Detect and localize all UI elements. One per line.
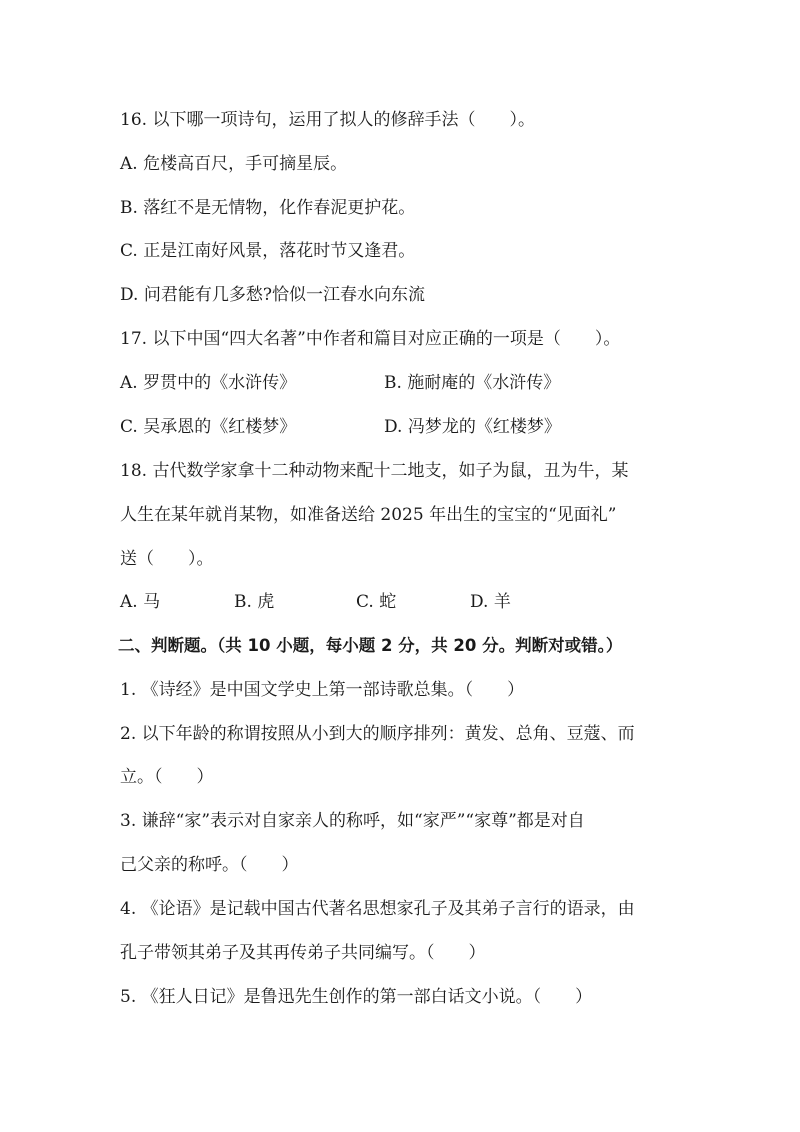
judgment-4-line-1: 4. 《论语》是记载中国古代著名思想家孔子及其弟子言行的语录，由 bbox=[120, 899, 635, 919]
question-17-stem: 17. 以下中国“四大名著”中作者和篇目对应正确的一项是（ ）。 bbox=[120, 329, 621, 349]
question-16-option-a: A. 危楼高百尺，手可摘星辰。 bbox=[120, 154, 348, 174]
judgment-3-line-2: 己父亲的称呼。（ ） bbox=[120, 855, 299, 875]
question-17-option-a: A. 罗贯中的《水浒传》 bbox=[120, 373, 297, 393]
question-16-stem: 16. 以下哪一项诗句，运用了拟人的修辞手法（ ）。 bbox=[120, 110, 535, 130]
question-16-option-b: B. 落红不是无情物，化作春泥更护花。 bbox=[120, 198, 416, 218]
section-2-heading: 二、判断题。（共 10 小题，每小题 2 分，共 20 分。判断对或错。） bbox=[118, 636, 623, 655]
question-18-stem-line-1: 18. 古代数学家拿十二种动物来配十二地支，如子为鼠，丑为牛，某 bbox=[120, 461, 629, 481]
question-17-option-d: D. 冯梦龙的《红楼梦》 bbox=[384, 417, 561, 437]
question-16-option-c: C. 正是江南好风景，落花时节又逢君。 bbox=[120, 241, 416, 261]
question-18-option-b: B. 虎 bbox=[234, 592, 275, 612]
judgment-1: 1. 《诗经》是中国文学史上第一部诗歌总集。（ ） bbox=[120, 680, 525, 700]
question-18-stem-line-2: 人生在某年就肖某物，如准备送给 2025 年出生的宝宝的“见面礼” bbox=[120, 505, 617, 525]
question-18-stem-line-3: 送（ ）。 bbox=[120, 549, 214, 569]
question-18-option-a: A. 马 bbox=[120, 592, 161, 612]
judgment-3-line-1: 3. 谦辞“家”表示对自家亲人的称呼，如“家严”“家尊”都是对自 bbox=[120, 811, 585, 831]
question-18-option-c: C. 蛇 bbox=[356, 592, 397, 612]
judgment-4-line-2: 孔子带领其弟子及其再传弟子共同编写。（ ） bbox=[120, 943, 486, 963]
question-16-option-d: D. 问君能有几多愁?恰似一江春水向东流 bbox=[120, 285, 425, 305]
question-17-option-b: B. 施耐庵的《水浒传》 bbox=[384, 373, 561, 393]
question-17-option-c: C. 吴承恩的《红楼梦》 bbox=[120, 417, 297, 437]
judgment-5: 5. 《狂人日记》是鲁迅先生创作的第一部白话文小说。（ ） bbox=[120, 987, 593, 1007]
question-18-option-d: D. 羊 bbox=[470, 592, 511, 612]
judgment-2-line-2: 立。（ ） bbox=[120, 767, 214, 787]
judgment-2-line-1: 2. 以下年龄的称谓按照从小到大的顺序排列：黄发、总角、豆蔻、而 bbox=[120, 724, 635, 744]
